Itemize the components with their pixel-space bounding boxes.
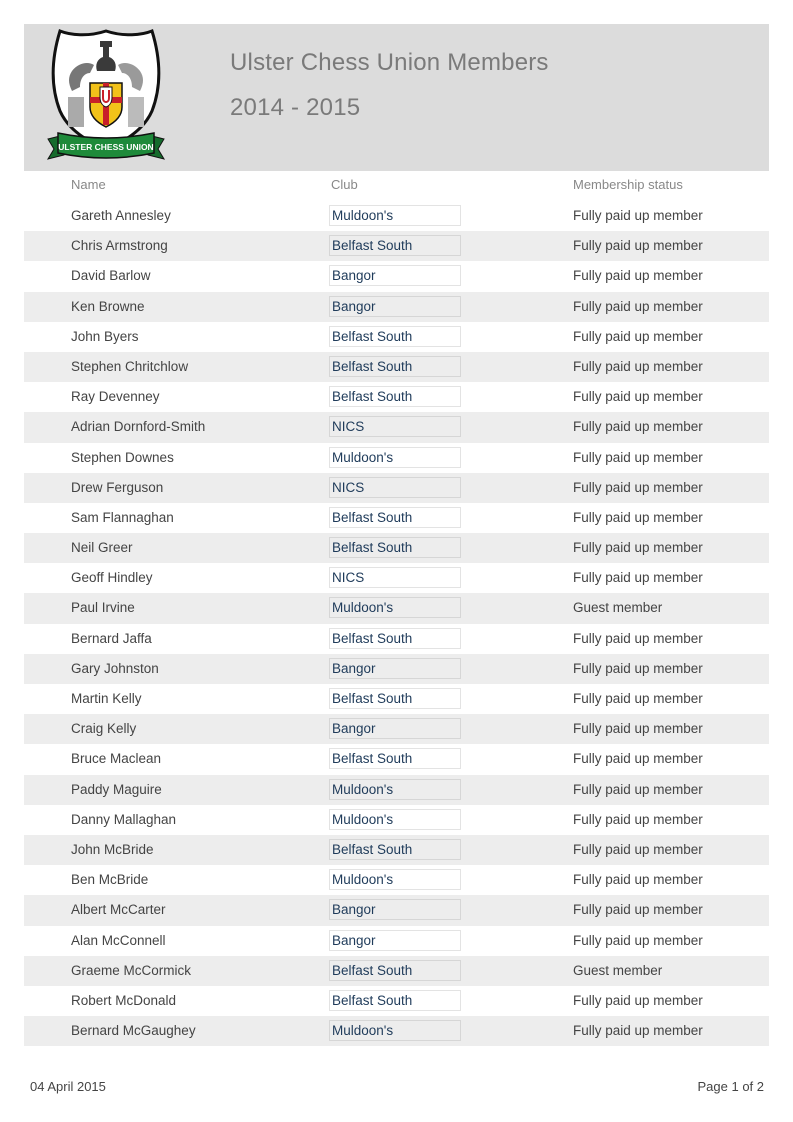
membership-status: Fully paid up member: [573, 781, 703, 797]
member-club-field[interactable]: Bangor: [329, 296, 461, 317]
table-row: [24, 986, 769, 1016]
table-row: [24, 714, 769, 744]
member-name: Paddy Maguire: [71, 781, 162, 797]
table-row: [24, 865, 769, 895]
member-club-field[interactable]: Belfast South: [329, 537, 461, 558]
table-row: [24, 654, 769, 684]
column-header-name: Name: [71, 177, 106, 192]
member-club-field[interactable]: Bangor: [329, 899, 461, 920]
membership-status: Fully paid up member: [573, 630, 703, 646]
table-row: [24, 593, 769, 623]
membership-status: Fully paid up member: [573, 992, 703, 1008]
table-row: [24, 744, 769, 774]
table-row: [24, 956, 769, 986]
table-row: [24, 261, 769, 291]
membership-status: Fully paid up member: [573, 268, 703, 284]
membership-status: Fully paid up member: [573, 721, 703, 737]
member-club-field[interactable]: NICS: [329, 477, 461, 498]
member-name: Gary Johnston: [71, 660, 159, 676]
membership-status: Fully paid up member: [573, 449, 703, 465]
member-club-field[interactable]: Belfast South: [329, 960, 461, 981]
membership-status: Fully paid up member: [573, 509, 703, 525]
membership-status: Fully paid up member: [573, 811, 703, 827]
membership-status: Fully paid up member: [573, 208, 703, 223]
table-row: [24, 443, 769, 473]
membership-status: Fully paid up member: [573, 328, 703, 344]
member-name: Geoff Hindley: [71, 570, 153, 586]
member-club-field[interactable]: Bangor: [329, 930, 461, 951]
table-row: [24, 352, 769, 382]
membership-status: Fully paid up member: [573, 1023, 703, 1039]
member-name: Bruce Maclean: [71, 751, 162, 767]
member-club-field[interactable]: Muldoon's: [329, 779, 461, 800]
member-name: Ken Browne: [71, 298, 145, 314]
report-date: 04 April 2015: [30, 1079, 106, 1094]
membership-status: Fully paid up member: [573, 872, 703, 888]
member-club-field[interactable]: Bangor: [329, 718, 461, 739]
member-name: Alan McConnell: [71, 932, 166, 948]
member-name: Ben McBride: [71, 872, 149, 888]
member-name: Neil Greer: [71, 540, 133, 556]
member-club-field[interactable]: Belfast South: [329, 688, 461, 709]
member-name: John McBride: [71, 841, 154, 857]
table-row: [24, 292, 769, 322]
member-club-field[interactable]: Muldoon's: [329, 597, 461, 618]
member-club-field[interactable]: Muldoon's: [329, 447, 461, 468]
member-name: Gareth Annesley: [71, 208, 171, 223]
member-name: Bernard Jaffa: [71, 630, 152, 646]
member-name: Stephen Downes: [71, 449, 174, 465]
member-name: Ray Devenney: [71, 389, 160, 405]
member-name: Drew Ferguson: [71, 479, 164, 495]
table-row: [24, 322, 769, 352]
member-name: David Barlow: [71, 268, 151, 284]
member-name: Stephen Chritchlow: [71, 358, 189, 374]
table-row: [24, 1016, 769, 1046]
membership-status: Fully paid up member: [573, 902, 703, 918]
report-header: [24, 24, 769, 171]
column-header-status: Membership status: [573, 177, 683, 192]
membership-status: Guest member: [573, 962, 663, 978]
member-club-field[interactable]: Belfast South: [329, 356, 461, 377]
member-club-field[interactable]: Belfast South: [329, 839, 461, 860]
member-club-field[interactable]: Muldoon's: [329, 205, 461, 226]
member-name: Robert McDonald: [71, 992, 177, 1008]
page-title: Ulster Chess Union Members: [230, 49, 549, 76]
membership-status: Guest member: [573, 600, 663, 616]
season-subtitle: 2014 - 2015: [230, 94, 361, 121]
table-row: [24, 382, 769, 412]
membership-status: Fully paid up member: [573, 238, 703, 254]
membership-status: Fully paid up member: [573, 540, 703, 556]
membership-status: Fully paid up member: [573, 660, 703, 676]
table-row: [24, 775, 769, 805]
table-row: [24, 895, 769, 925]
membership-status: Fully paid up member: [573, 479, 703, 495]
member-club-field[interactable]: Belfast South: [329, 326, 461, 347]
member-name: Paul Irvine: [71, 600, 135, 616]
logo-text: ULSTER CHESS UNION: [58, 142, 154, 152]
membership-status: Fully paid up member: [573, 358, 703, 374]
table-row: [24, 412, 769, 442]
table-row: [24, 231, 769, 261]
member-name: Graeme McCormick: [71, 962, 192, 978]
member-name: Sam Flannaghan: [71, 509, 174, 525]
column-header-club: Club: [331, 177, 358, 192]
member-club-field[interactable]: Belfast South: [329, 748, 461, 769]
member-name: John Byers: [71, 328, 139, 344]
page-number: Page 1 of 2: [697, 1079, 764, 1094]
member-club-field[interactable]: Bangor: [329, 265, 461, 286]
member-name: Danny Mallaghan: [71, 811, 177, 827]
table-row: [24, 805, 769, 835]
member-club-field[interactable]: Muldoon's: [329, 809, 461, 830]
member-club-field[interactable]: Muldoon's: [329, 869, 461, 890]
table-row: [24, 684, 769, 714]
membership-status: Fully paid up member: [573, 389, 703, 405]
table-row: [24, 503, 769, 533]
membership-status: Fully paid up member: [573, 570, 703, 586]
membership-status: Fully paid up member: [573, 932, 703, 948]
member-club-field[interactable]: Belfast South: [329, 628, 461, 649]
table-row: [24, 473, 769, 503]
member-name: Chris Armstrong: [71, 238, 168, 254]
member-club-field[interactable]: Belfast South: [329, 386, 461, 407]
member-name: Adrian Dornford-Smith: [71, 419, 206, 435]
member-club-field[interactable]: Bangor: [329, 658, 461, 679]
membership-status: Fully paid up member: [573, 298, 703, 314]
table-row: [24, 533, 769, 563]
member-club-field[interactable]: NICS: [329, 416, 461, 437]
table-row: [24, 835, 769, 865]
member-club-field[interactable]: Muldoon's: [329, 1020, 461, 1041]
table-row: [24, 201, 769, 231]
table-row: [24, 624, 769, 654]
membership-status: Fully paid up member: [573, 841, 703, 857]
member-name: Craig Kelly: [71, 721, 137, 737]
member-name: Martin Kelly: [71, 691, 142, 706]
member-club-field[interactable]: Belfast South: [329, 235, 461, 256]
membership-status: Fully paid up member: [573, 691, 703, 706]
member-name: Albert McCarter: [71, 902, 166, 918]
member-club-field[interactable]: Belfast South: [329, 507, 461, 528]
member-name: Bernard McGaughey: [71, 1023, 196, 1039]
membership-status: Fully paid up member: [573, 751, 703, 767]
table-row: [24, 563, 769, 593]
member-club-field[interactable]: Belfast South: [329, 990, 461, 1011]
table-row: [24, 926, 769, 956]
membership-status: Fully paid up member: [573, 419, 703, 435]
member-club-field[interactable]: NICS: [329, 567, 461, 588]
ulster-chess-union-logo: [46, 27, 166, 163]
members-table: [24, 201, 769, 1046]
